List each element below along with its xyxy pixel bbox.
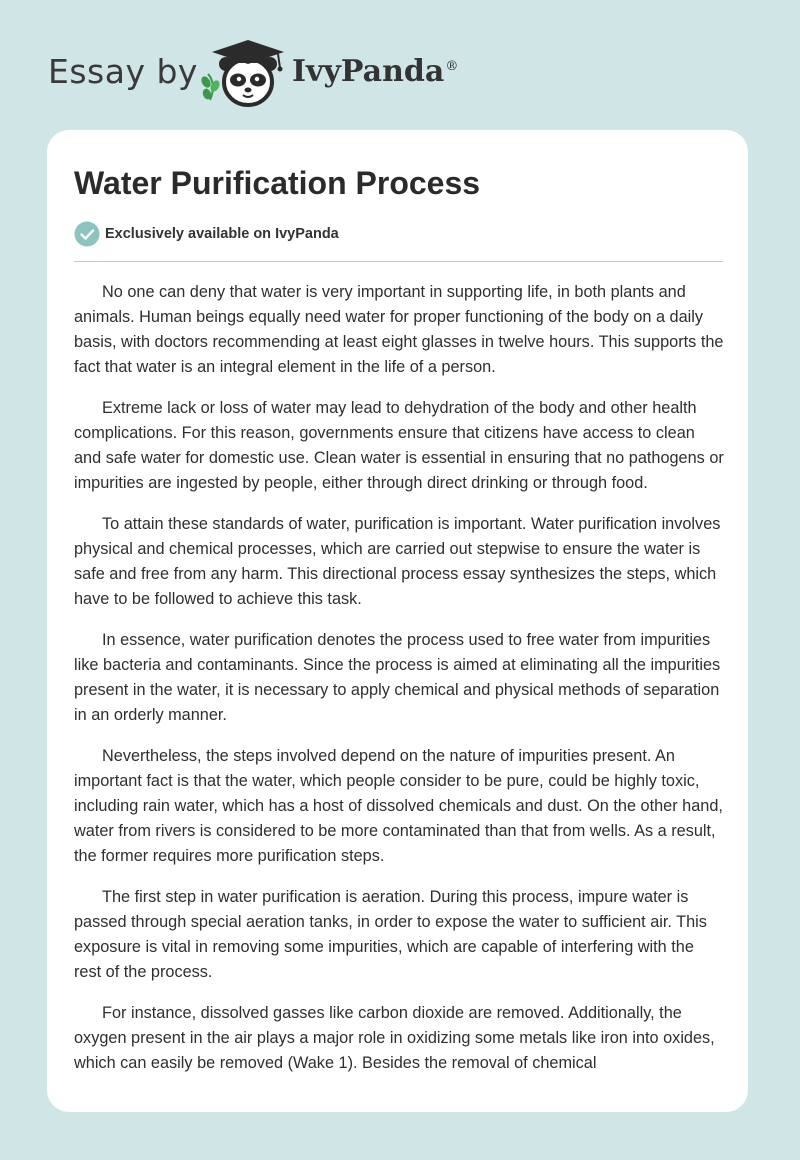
essay-card bbox=[47, 130, 748, 1112]
essay-body bbox=[74, 280, 724, 1092]
check-circle-icon bbox=[74, 221, 100, 247]
paragraph: No one can deny that water is very important in supporting life, in both plants and animals. Human beings equally need water for proper functioning of the body on a daily basis, with doctors recommending at least eight glasses in twelve hours. This supports the fact that water is an integral element in the life of a person. bbox=[74, 283, 724, 376]
page-title: Water Purification Process bbox=[74, 165, 481, 201]
brand-label: IvyPanda bbox=[292, 54, 445, 89]
exclusive-badge bbox=[74, 220, 339, 248]
brand-name[interactable] bbox=[292, 54, 458, 89]
paragraph: The first step in water purification is aeration. During this process, impure water is passed through special aeration tanks, in order to expose the water to sufficient air. This exposure is vital in removing some impurities, which are capable of interfering with the rest of the process. bbox=[74, 888, 707, 981]
panda-logo-icon[interactable] bbox=[200, 34, 290, 110]
paragraph: In essence, water purification denotes the process used to free water from impurities like bacteria and contaminants. Since the process is aimed at eliminating all the impurities present in the water, it is necessary to apply chemical and physical methods of separation in an orderly manner. bbox=[74, 631, 721, 724]
paragraph: Extreme lack or loss of water may lead to dehydration of the body and other health complications. For this reason, governments ensure that citizens have access to clean and safe water for domestic use. Clean water is essential in ensuring that no pathogens or impurities are ingested by people, either through direct drinking or through food. bbox=[74, 399, 724, 492]
site-header bbox=[0, 0, 800, 120]
paragraph: For instance, dissolved gasses like carbon dioxide are removed. Additionally, the oxygen present in the air plays a major role in oxidizing some metals like iron into oxides, which can easily be removed (Wake 1). Besides the removal of chemical bbox=[74, 1004, 715, 1072]
badge-label: Exclusively available on IvyPanda bbox=[105, 226, 339, 242]
paragraph: To attain these standards of water, purification is important. Water purification involves physical and chemical processes, which are carried out stepwise to ensure the water is safe and free from any harm. This directional process essay synthesizes the steps, which have to be followed to achieve this task. bbox=[74, 515, 721, 608]
essay-by-label: Essay by bbox=[48, 52, 198, 91]
paragraph: Nevertheless, the steps involved depend on the nature of impurities present. An important fact is that the water, which people consider to be pure, could be highly toxic, including rain water, which has a host of dissolved chemicals and dust. On the other hand, water from rivers is considered to be more contaminated than that from wells. As a result, the former requires more purification steps. bbox=[74, 747, 723, 865]
divider bbox=[74, 261, 723, 262]
registered-mark: ® bbox=[445, 59, 459, 74]
